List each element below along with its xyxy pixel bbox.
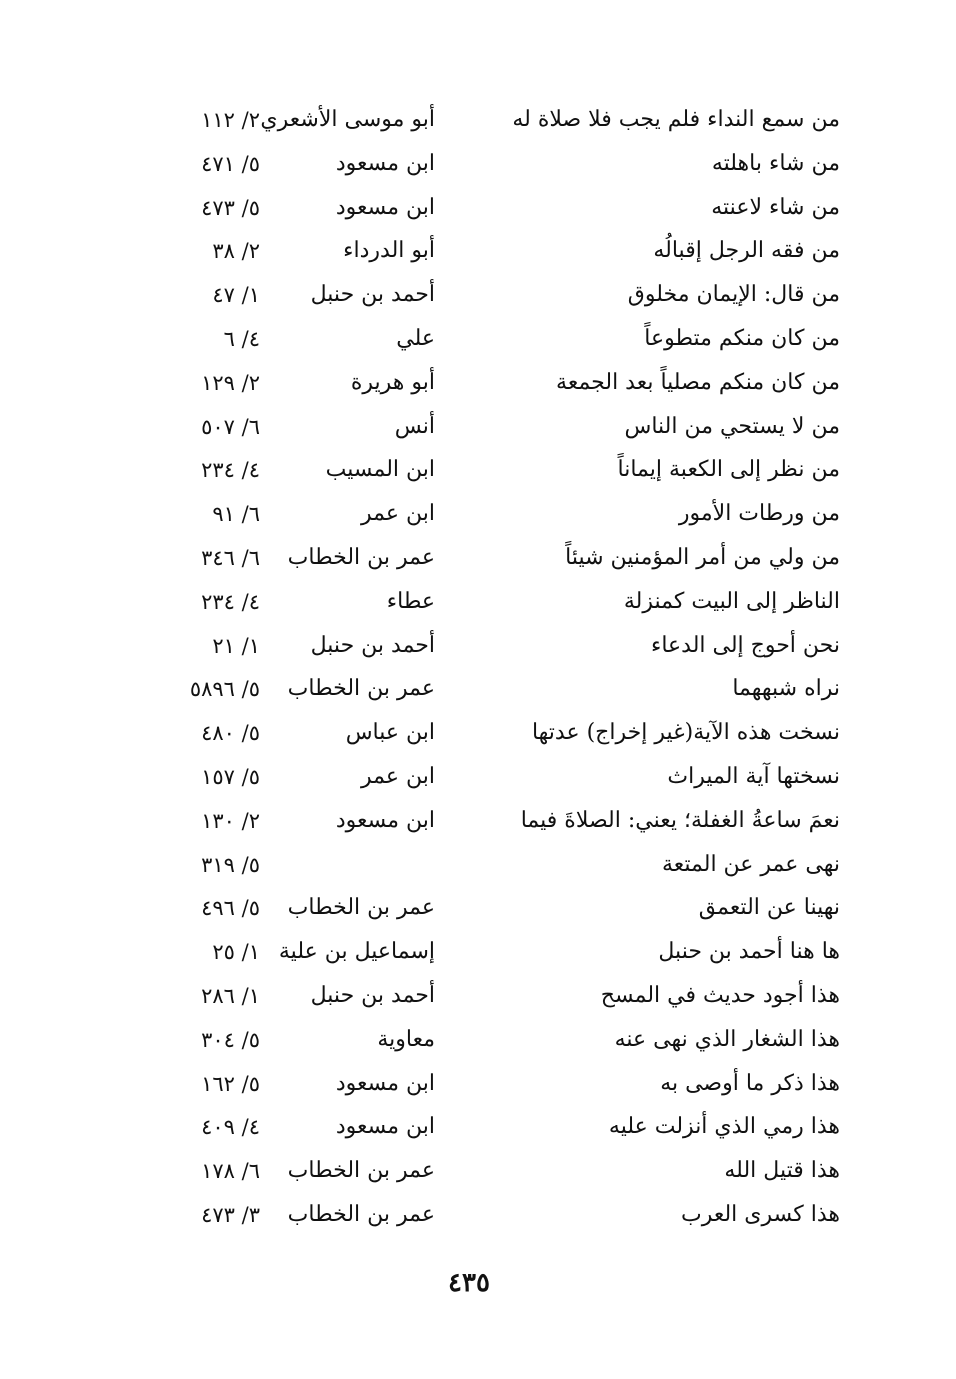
volume-page-reference: ٤/ ٢٣٤ [201, 589, 260, 614]
index-row [150, 843, 840, 887]
narrator-name: عمر بن الخطاب [287, 1201, 435, 1227]
volume-page-reference: ٢/ ١٣٠ [201, 808, 260, 833]
index-row [150, 186, 840, 230]
index-row [150, 711, 840, 755]
hadith-text: نراه شبههما [732, 676, 840, 702]
volume-page-reference: ١/ ٢٨٦ [201, 983, 260, 1008]
hadith-text: من ورطات الأمور [678, 501, 840, 527]
index-row [150, 1149, 840, 1193]
hadith-text: من شاء باهلته [711, 150, 840, 176]
hadith-text: من ولي من أمر المؤمنين شيئاً [565, 544, 840, 570]
volume-page-reference: ٢/ ١١٢ [201, 108, 260, 132]
narrator-name: ابن مسعود [335, 1070, 435, 1096]
index-row [150, 974, 840, 1018]
hadith-text: من فقه الرجل إقبالُه [653, 238, 840, 264]
volume-page-reference: ٥/ ٤٧١ [201, 151, 260, 176]
index-row [150, 580, 840, 624]
hadith-text: من قال: الإيمان مخلوق [627, 282, 840, 308]
hadith-text: من كان منكم متطوعاً [644, 325, 840, 351]
hadith-text: هذا أجود حديث في المسح [600, 982, 840, 1008]
index-row [150, 667, 840, 711]
volume-page-reference: ١/ ٢١ [212, 633, 260, 658]
narrator-name: عمر بن الخطاب [287, 676, 435, 702]
index-row [150, 1018, 840, 1062]
volume-page-reference: ٥/ ٤٨٠ [201, 721, 260, 746]
volume-page-reference: ٥/ ٤٧٣ [201, 195, 260, 220]
volume-page-reference: ٦/ ٥٠٧ [201, 414, 260, 439]
narrator-name: علي [396, 325, 435, 351]
index-row [150, 361, 840, 405]
index-row [150, 886, 840, 930]
hadith-text: نحن أحوج إلى الدعاء [650, 632, 840, 658]
narrator-name: ابن مسعود [335, 150, 435, 176]
hadith-text: هذا الشغار الذي نهى عنه [614, 1026, 840, 1052]
index-row [150, 492, 840, 536]
hadith-text: هذا كسرى العرب [681, 1201, 840, 1227]
index-row [150, 1193, 840, 1237]
narrator-name: عمر بن الخطاب [287, 544, 435, 570]
index-row [150, 624, 840, 668]
page-number: ٤٣٥ [448, 1268, 490, 1298]
index-row [150, 755, 840, 799]
index-row [150, 317, 840, 361]
index-row [150, 1105, 840, 1149]
hadith-text: هذا رمي الذي أنزلت عليه [608, 1114, 840, 1140]
volume-page-reference: ١/ ٢٥ [212, 940, 260, 965]
index-row [150, 405, 840, 449]
hadith-text: من نظر إلى الكعبة إيماناً [617, 457, 840, 483]
hadith-text: من كان منكم مصلياً بعد الجمعة [556, 369, 840, 395]
volume-page-reference: ٤/ ٤٠٩ [201, 1115, 260, 1140]
index-row [150, 1062, 840, 1106]
narrator-name: ابن عمر [361, 501, 435, 527]
narrator-name: إسماعيل بن علية [278, 939, 435, 965]
narrator-name: عطاء [386, 588, 435, 614]
hadith-text: هذا قتيل الله [724, 1158, 840, 1184]
hadith-text: نهينا عن التعمق [698, 895, 840, 921]
hadith-text: نسخت هذه الآية(غير إخراج) عدتها [531, 720, 840, 746]
narrator-name: ابن مسعود [335, 807, 435, 833]
volume-page-reference: ٢/ ٣٨ [212, 239, 260, 264]
narrator-name: ابن عمر [361, 763, 435, 789]
hadith-index-table [150, 98, 840, 1237]
hadith-text: هذا ذكر ما أوصى به [660, 1070, 840, 1096]
index-row [150, 98, 840, 142]
narrator-name: أحمد بن حنبل [310, 982, 435, 1008]
volume-page-reference: ٥/ ١٥٧ [201, 764, 260, 789]
narrator-name: أبو موسى الأشعري [260, 107, 435, 132]
volume-page-reference: ٥/ ٣٠٤ [201, 1027, 260, 1052]
index-row [150, 229, 840, 273]
narrator-name: أنس [394, 413, 435, 439]
hadith-text: من سمع النداء فلم يجب فلا صلاة له [512, 107, 840, 132]
volume-page-reference: ٥/ ١٦٢ [201, 1071, 260, 1096]
index-row [150, 448, 840, 492]
narrator-name: ابن المسيب [325, 457, 435, 483]
index-row [150, 930, 840, 974]
volume-page-reference: ٦/ ١٧٨ [201, 1159, 260, 1184]
volume-page-reference: ٤/ ٢٣٤ [201, 458, 260, 483]
volume-page-reference: ١/ ٤٧ [212, 283, 260, 308]
volume-page-reference: ٦/ ٩١ [212, 502, 260, 527]
hadith-text: من لا يستحي من الناس [624, 413, 840, 439]
index-row [150, 536, 840, 580]
volume-page-reference: ٣/ ٤٧٣ [201, 1202, 260, 1227]
volume-page-reference: ٢/ ١٢٩ [201, 370, 260, 395]
index-row [150, 142, 840, 186]
volume-page-reference: ٦/ ٣٤٦ [201, 545, 260, 570]
narrator-name: معاوية [377, 1026, 435, 1052]
narrator-name: ابن عباس [345, 720, 435, 746]
hadith-text: نعمَ ساعةُ الغفلة؛ يعني: الصلاةَ فيما [520, 807, 840, 833]
narrator-name: عمر بن الخطاب [287, 1158, 435, 1184]
volume-page-reference: ٥/ ٥٨٩٦ [189, 677, 260, 702]
hadith-text: من شاء لاعنته [711, 194, 840, 220]
volume-page-reference: ٥/ ٤٩٦ [201, 896, 260, 921]
index-row [150, 799, 840, 843]
hadith-text: ها هنا أحمد بن حنبل [658, 939, 840, 965]
narrator-name: أبو الدرداء [343, 238, 435, 264]
volume-page-reference: ٤/ ٦ [223, 326, 260, 351]
hadith-text: نسختها آية الميراث [667, 763, 840, 789]
narrator-name: أحمد بن حنبل [310, 282, 435, 308]
index-row [150, 273, 840, 317]
narrator-name: عمر بن الخطاب [287, 895, 435, 921]
narrator-name: أبو هريرة [350, 369, 435, 395]
narrator-name: ابن مسعود [335, 1114, 435, 1140]
hadith-text: الناظر إلى البيت كمنزلة [623, 588, 840, 614]
volume-page-reference: ٥/ ٣١٩ [201, 852, 260, 877]
narrator-name: ابن مسعود [335, 194, 435, 220]
narrator-name: أحمد بن حنبل [310, 632, 435, 658]
hadith-text: نهى عمر عن المتعة [661, 851, 840, 877]
